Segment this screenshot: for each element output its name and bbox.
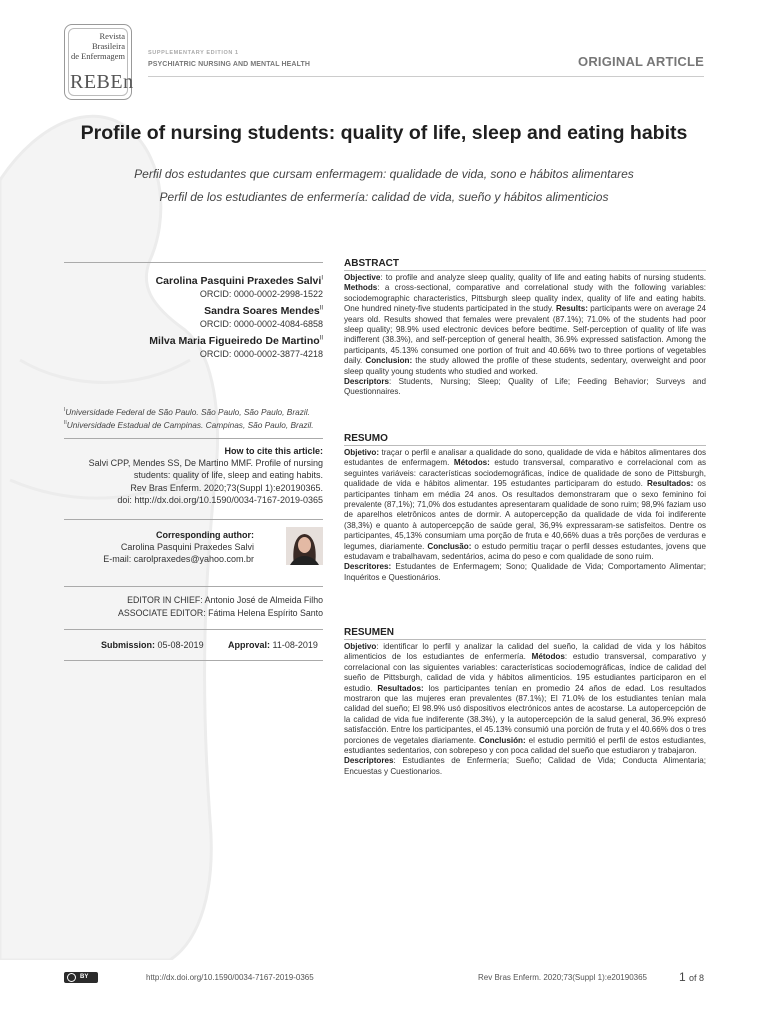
abstract-body: Objective: to profile and analyze sleep quality, quality of life and eating habits of nursing students. Methods: a cross-sectional, comparative and correlational study with the following variables: sociodemographic characteristics, Pittsburgh sleep quality index, quality of life and eating habits. One hundred ninety-five students participated in the study. Results: participants were on average 24 years old. Results showed that females were prevalent (87.1%); 71.0% of the students had poor sleep quality; 98.9% used electronic devices before bedtime. Self-perception of quality of life was indifferent (38.3%), and self-perception of general health, 36.9% expressed satisfaction. Among the participants, 45.13% consumed one portion of fruit and 40.66% two to three portions of vegetables daily. Conclusion: the study allowed the profile of these students, sedentary, overweight and poor sleep quality young students who studied and worked. — [344, 273, 706, 376]
resumen-heading: RESUMEN — [344, 627, 706, 640]
footer-journal-ref: Rev Bras Enferm. 2020;73(Suppl 1):e20190365 — [478, 973, 647, 982]
affiliation: $^{II}$Universidade Estadual de Campinas. Campinas, São Paulo, Brazil. — [64, 420, 314, 431]
resumen-descriptors: Descriptores: Estudiantes de Enfermería; Sueño; Calidad de Vida; Conducta Alimentaria; Encuestas y Cuestionarios. — [344, 756, 706, 776]
citation-doi[interactable]: doi: http://dx.doi.org/10.1590/0034-7167-2019-0365 — [117, 494, 323, 505]
logo-line: de Enfermagem — [70, 51, 125, 61]
logo-brand: REBEn — [70, 71, 134, 93]
left-divider — [64, 519, 323, 520]
page-number: 1 of 8 — [678, 970, 704, 984]
abstract-heading: ABSTRACT — [344, 258, 706, 271]
author-orcid[interactable]: ORCID: 0000-0002-2998-1522 — [199, 289, 323, 299]
journal-logo — [64, 24, 132, 100]
author-name: Sandra Soares Mendes$^{II}$ — [204, 305, 323, 317]
approval-date: Approval: 11-08-2019 — [228, 640, 318, 650]
logo-line: Revista — [99, 31, 125, 41]
resumo-section — [344, 433, 706, 583]
corresponding-email[interactable]: E-mail: carolpraxedes@yahoo.com.br — [103, 554, 254, 564]
citation-label: How to cite this article: — [224, 446, 323, 456]
citation-line: Rev Bras Enferm. 2020;73(Suppl 1):e20190365. — [130, 482, 323, 493]
subtitle-spanish: Perfil de los estudiantes de enfermería: calidad de vida, sueño y hábitos alimenticios — [159, 190, 609, 204]
resumen-section — [344, 627, 706, 777]
logo-line: Brasileira — [91, 41, 125, 51]
citation-block — [64, 445, 323, 506]
affiliation: $^I$Universidade Federal de São Paulo. São Paulo, São Paulo, Brazil. — [64, 406, 310, 417]
left-divider — [64, 660, 323, 661]
left-divider — [64, 629, 323, 630]
resumo-heading: RESUMO — [344, 433, 706, 446]
associate-editor: ASSOCIATE EDITOR: Fátima Helena Espírito Santo — [117, 608, 323, 618]
supplementary-edition: SUPPLEMENTARY EDITION 1 — [148, 50, 239, 56]
author-name: Milva Maria Figueiredo De Martino$^{II}$ — [149, 335, 323, 347]
citation-line: students: quality of life, sleep and eating habits. — [133, 470, 323, 481]
resumo-descriptors: Descritores: Estudantes de Enfermagem; Sono; Qualidade de Vida; Comportamento Alimentar; Inquéritos e Questionários. — [344, 562, 706, 582]
abstract-descriptors: Descriptors: Students, Nursing; Sleep; Quality of Life; Feeding Behavior; Surveys and Questionnaires. — [344, 377, 706, 397]
article-title: Profile of nursing students: quality of life, sleep and eating habits — [80, 122, 688, 144]
affiliations — [64, 405, 323, 432]
corresponding-author — [64, 529, 254, 565]
cc-by-label: BY — [80, 974, 89, 980]
corresponding-label: Corresponding author: — [156, 530, 254, 540]
resumen-body: Objetivo: identificar lo perfil y analizar la calidad del sueño, la calidad de vida y los hábitos alimenticios de los estudiantes de enfermería. Métodos: estudio transversal, comparativo y correlacional con las siguientes variables: características sociodemográficas, índice de calidad del sueño de Pittsburgh, calidad de vida y hábitos alimenticios. 195 estudiantes participaron en el estudio. Resultados: los participantes tenían en promedio 24 años de edad. Los resultados mostraron que las mujeres eran prevalentes (87.1%); El 71.0% de los estudiantes tenían mala calidad del sueño; El 98.9% usó dispositivos electrónicos antes de acostarse. La autopercepción de la calidad de vida fue indiferente (38.3%), y la autopercepción de la salud general, 36.9% expresó satisfacción. Entre los participantes, el 45.13% consumió una porción de fruta y el 40.66% dos o tres porciones de vegetales diariamente. Conclusión: el estudio permitió el perfil de estos estudiantes, estudiantes sedentarios, con sobrepeso y con poca calidad del sueño que estudiaron y trabajaron. — [344, 642, 707, 756]
header-divider — [148, 76, 704, 77]
author-orcid[interactable]: ORCID: 0000-0002-3877-4218 — [199, 349, 323, 359]
left-divider — [64, 262, 323, 263]
cc-icon — [67, 973, 76, 982]
journal-section: PSYCHIATRIC NURSING AND MENTAL HEALTH — [148, 61, 310, 68]
footer-doi-link[interactable]: http://dx.doi.org/10.1590/0034-7167-2019-0365 — [146, 973, 314, 982]
abstract-section — [344, 258, 706, 398]
resumo-body: Objetivo: traçar o perfil e analisar a qualidade do sono, qualidade de vida e hábitos alimentares dos estudantes de enfermagem. Métodos: estudo transversal, comparativo e correlacional com as seguintes variáveis: características sociodemográficas, índice de qualidade de sono de Pittsburgh, qualidade de vida e hábitos alimentar. 195 estudantes participaram do estudo. Resultados: os participantes tinham em média 24 anos. Os resultados demonstraram que o sexo feminino foi prevalente (87,1%); 71,0% dos estudantes apresentaram qualidade de sono ruim; 98,9% faziam uso de aparelhos eletrônicos antes de dormir. A autopercepção da qualidade de vida foi indiferente (38,3%) e quanto à autopercepção de saúde geral, 36,9% expressaram-se satisfeitos. Dentre os participantes, 45,13% consumiam uma porção de fruta e 40,66% duas a três porções de verduras e legumes, diariamente. Conclusão: o estudo permitiu traçar o perfil desses estudantes, jovens que estudavam e trabalhavam, sedentários, acima do peso e com qualidade de sono ruim. — [344, 448, 706, 562]
article-type: ORIGINAL ARTICLE — [578, 54, 704, 69]
author-list — [64, 272, 323, 359]
author-photo — [286, 527, 323, 565]
left-divider — [64, 438, 323, 439]
citation-line: Salvi CPP, Mendes SS, De Martino MMF. Profile of nursing — [88, 458, 323, 469]
editor-in-chief: EDITOR IN CHIEF: Antonio José de Almeida Filho — [127, 595, 323, 605]
page-footer — [64, 972, 704, 986]
author-orcid[interactable]: ORCID: 0000-0002-4084-6858 — [199, 319, 323, 329]
submission-date: Submission: 05-08-2019 — [101, 640, 204, 650]
editors-block — [64, 594, 323, 620]
subtitle-portuguese: Perfil dos estudantes que cursam enfermagem: qualidade de vida, sono e hábitos alimentares — [134, 167, 634, 181]
cc-license-badge[interactable] — [64, 972, 98, 983]
author-name: Carolina Pasquini Praxedes Salvi$^I$ — [155, 275, 323, 287]
left-divider — [64, 586, 323, 587]
corresponding-name: Carolina Pasquini Praxedes Salvi — [120, 542, 254, 552]
